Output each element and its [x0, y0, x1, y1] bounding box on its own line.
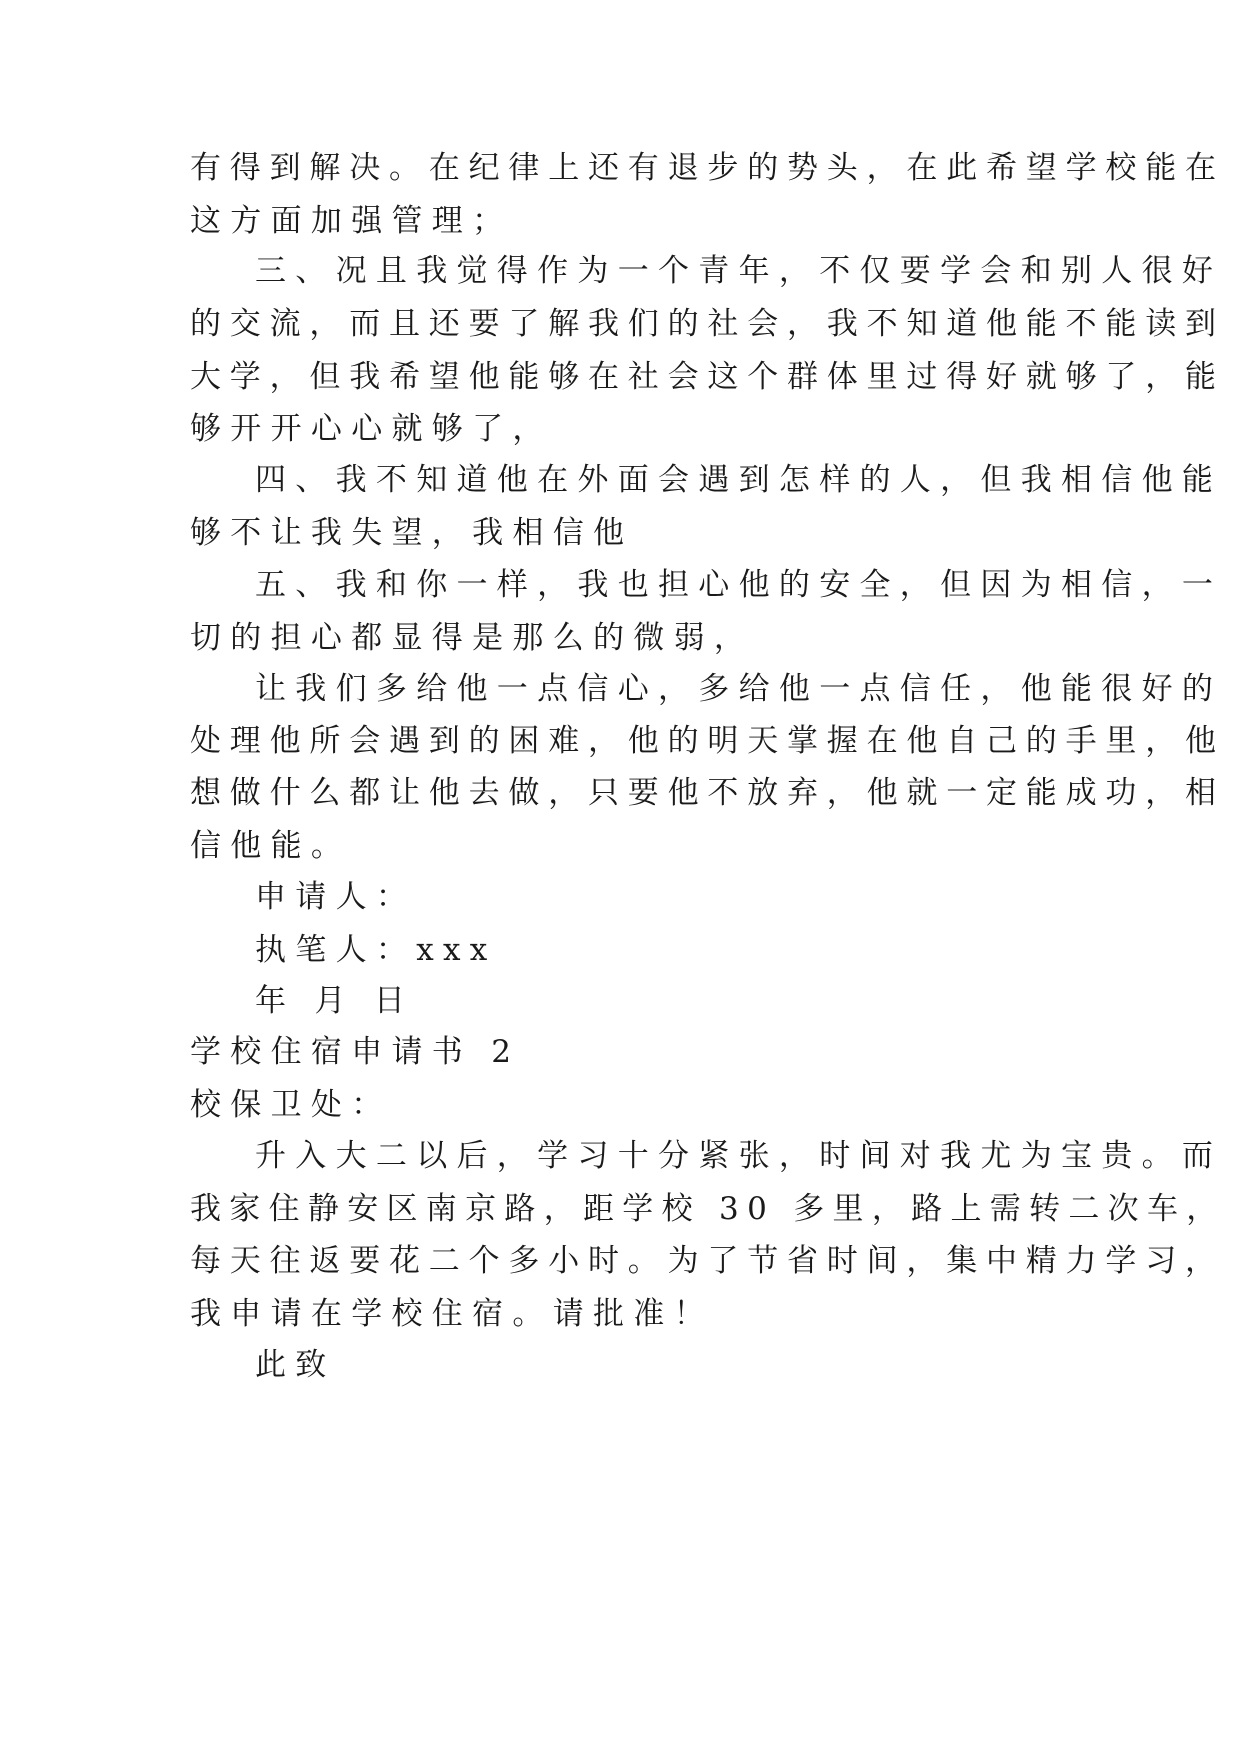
section-title: 学校住宿申请书 2 — [190, 1034, 521, 1070]
salutation: 校保卫处： — [190, 1087, 392, 1123]
paragraph-line: 我申请在学校住宿。请批准！ — [190, 1296, 714, 1332]
paragraph-line: 三、况且我觉得作为一个青年，不仅要学会和别人很好 — [255, 253, 1223, 289]
paragraph-line: 让我们多给他一点信心，多给他一点信任，他能很好的 — [255, 671, 1223, 707]
paragraph-line: 升入大二以后，学习十分紧张，时间对我尤为宝贵。而 — [255, 1138, 1223, 1174]
paragraph-line: 信他能。 — [190, 828, 352, 864]
paragraph-line: 的交流，而且还要了解我们的社会，我不知道他能不能读到 — [190, 306, 1225, 342]
paragraph-line: 有得到解决。在纪律上还有退步的势头，在此希望学校能在 — [190, 150, 1225, 186]
paragraph-line: 这方面加强管理； — [190, 203, 513, 239]
paragraph-line: 五、我和你一样，我也担心他的安全，但因为相信，一 — [255, 567, 1223, 603]
applicant-label: 申请人： — [255, 879, 417, 915]
closing-line: 此致 — [255, 1347, 336, 1383]
paragraph-line: 想做什么都让他去做，只要他不放弃，他就一定能成功，相 — [190, 775, 1225, 811]
paragraph-line: 每天往返要花二个多小时。为了节省时间，集中精力学习， — [190, 1243, 1225, 1279]
paragraph-line: 大学，但我希望他能够在社会这个群体里过得好就够了，能 — [190, 359, 1225, 395]
paragraph-line: 四、我不知道他在外面会遇到怎样的人，但我相信他能 — [255, 462, 1223, 498]
paragraph-line: 够不让我失望，我相信他 — [190, 515, 634, 551]
paragraph-line: 切的担心都显得是那么的微弱， — [190, 620, 755, 656]
writer-label: 执笔人：xxx — [255, 932, 497, 968]
paragraph-line: 够开开心心就够了， — [190, 411, 553, 447]
paragraph-line: 处理他所会遇到的困难，他的明天掌握在他自己的手里，他 — [190, 723, 1225, 759]
paragraph-line: 我家住静安区南京路，距学校 30 多里，路上需转二次车， — [190, 1191, 1226, 1227]
date-line: 年 月 日 — [255, 983, 415, 1019]
